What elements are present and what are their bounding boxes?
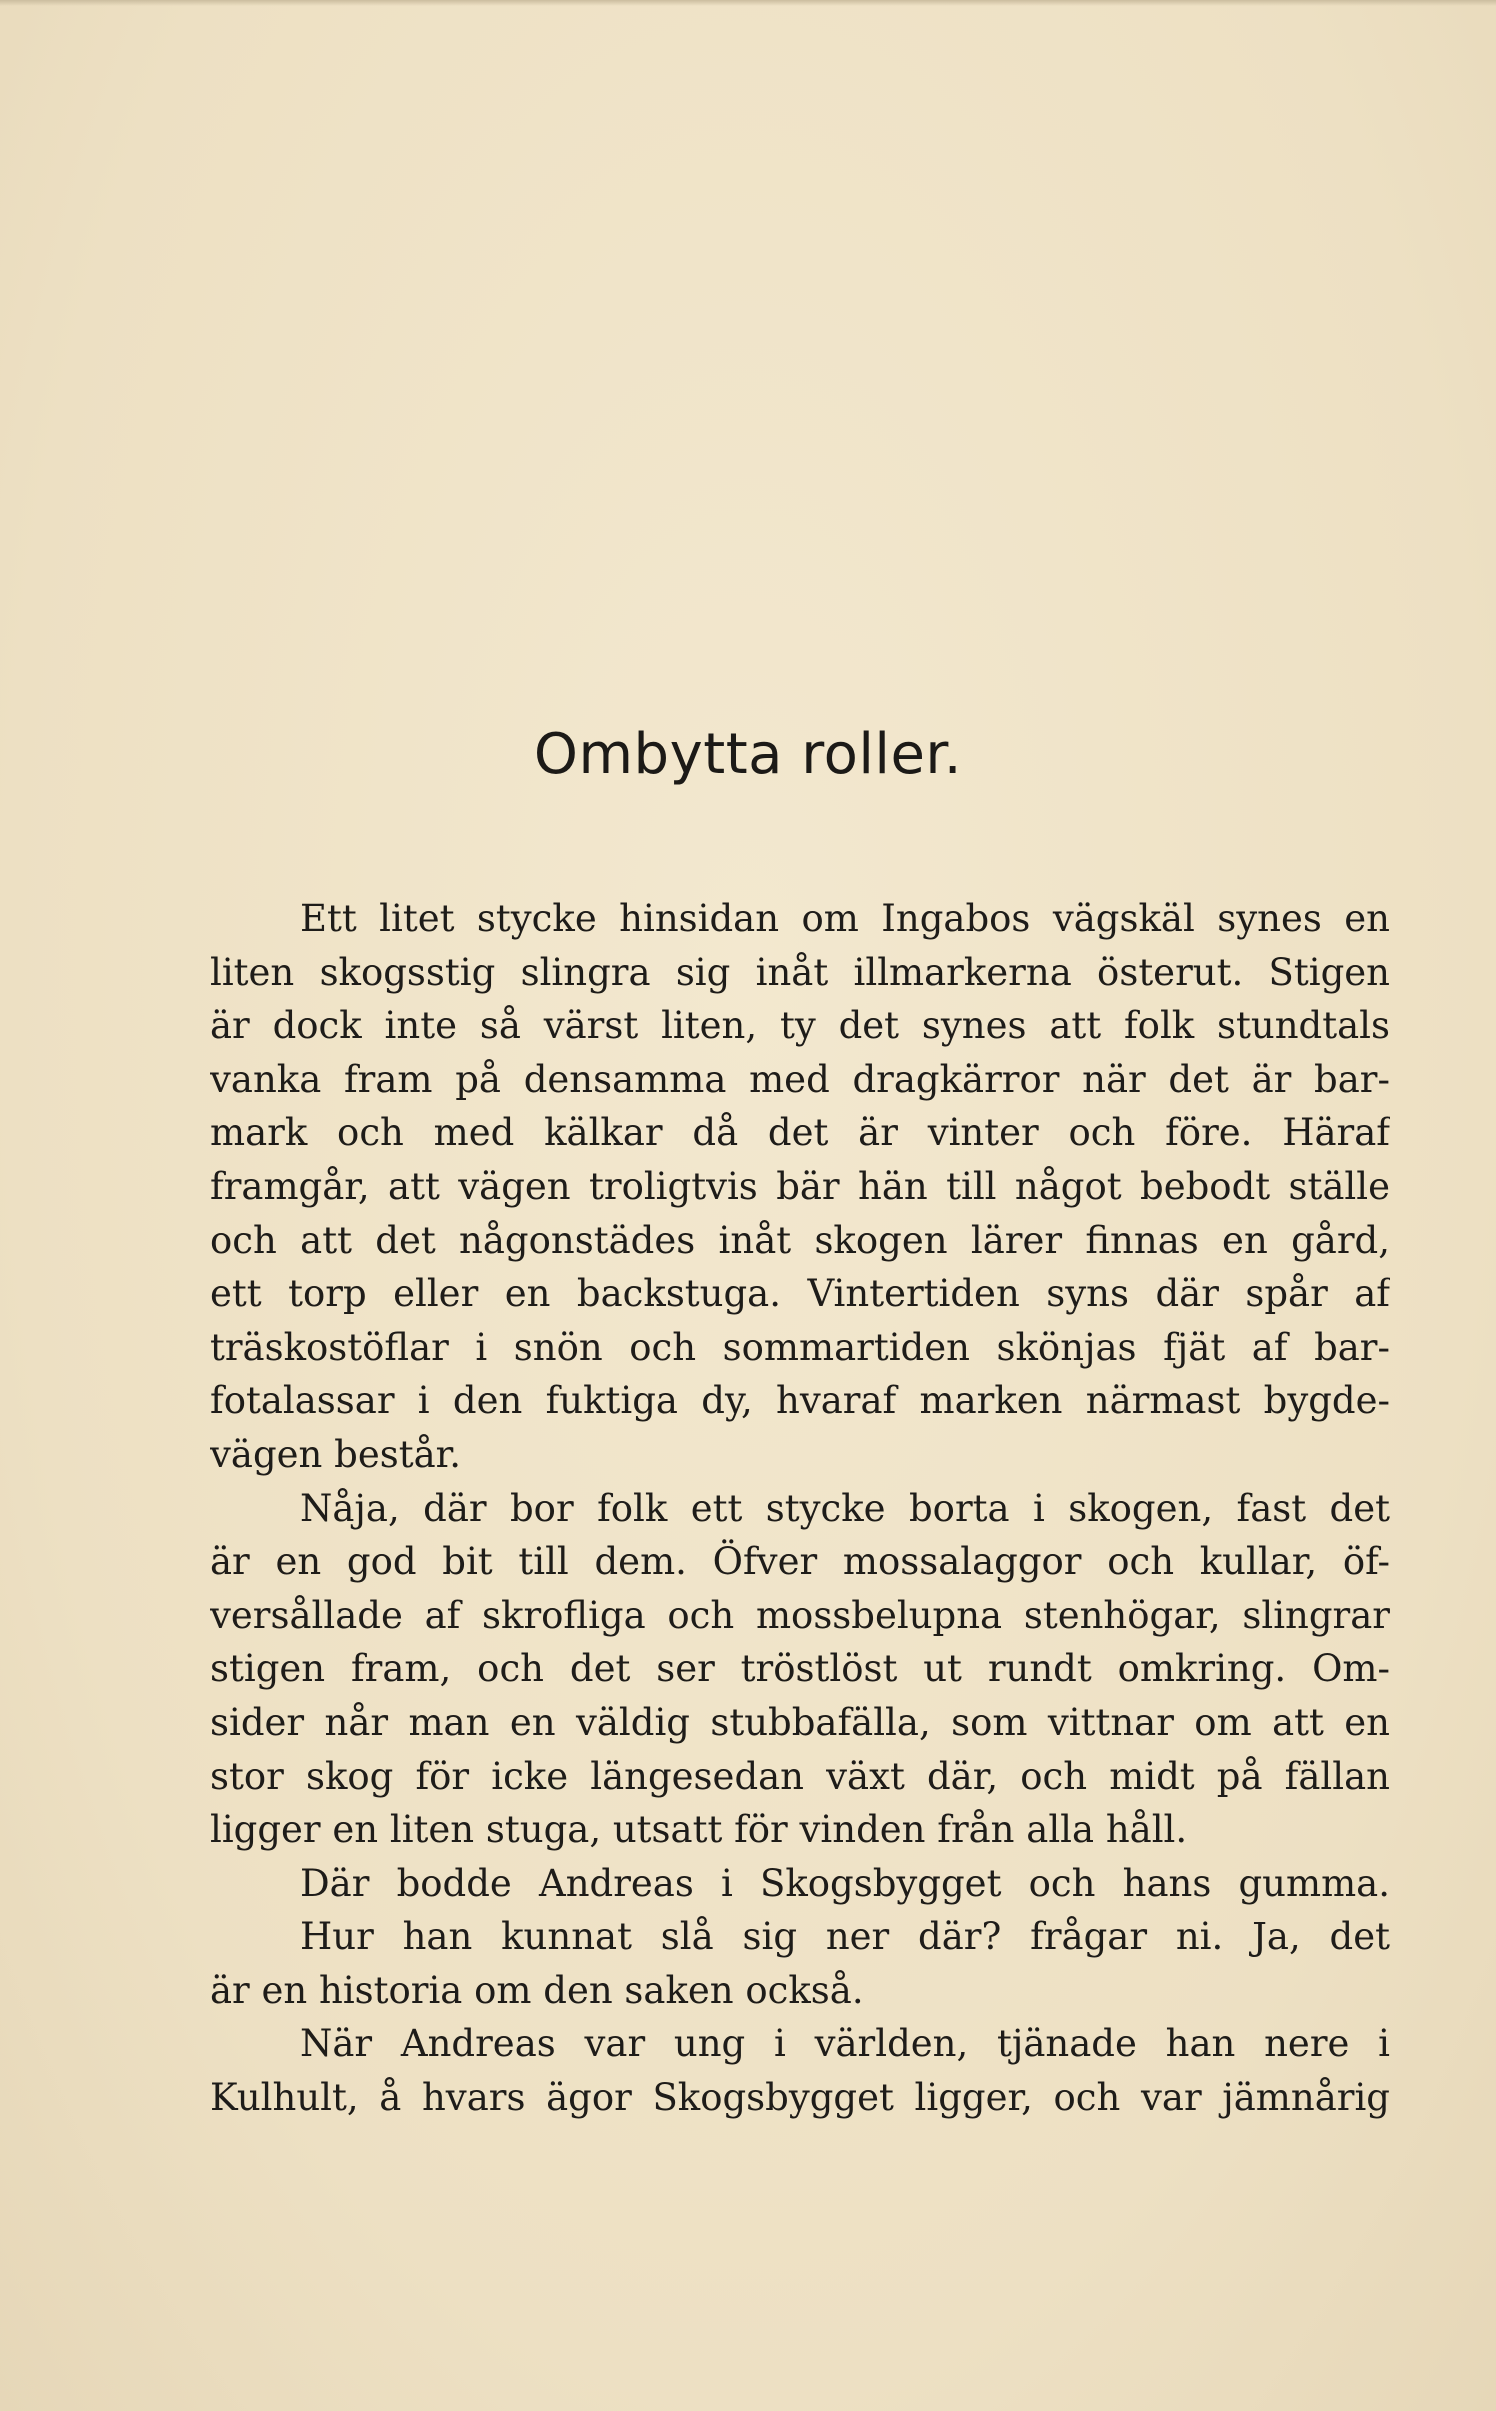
text-line: vanka fram på densamma med dragkärror när det är bar- xyxy=(210,1057,1390,1101)
text-line: vägen består. xyxy=(210,1432,462,1476)
text-line: Nåja, där bor folk ett stycke borta i skogen, fast det xyxy=(300,1486,1390,1530)
text-line: är en historia om den saken också. xyxy=(210,1968,864,2012)
text-line: mark och med kälkar då det är vinter och före. Häraf xyxy=(210,1111,1390,1155)
text-line: Hur han kunnat slå sig ner där? frågar ni. Ja, det xyxy=(300,1915,1390,1959)
body-text xyxy=(210,892,1390,2125)
page-edge xyxy=(0,0,1496,6)
text-line: stigen fram, och det ser tröstlöst ut rundt omkring. Om- xyxy=(210,1647,1390,1691)
text-line: Ett litet stycke hinsidan om Ingabos vägskäl synes en xyxy=(300,897,1390,940)
text-line: fotalassar i den fuktiga dy, hvaraf marken närmast bygde- xyxy=(210,1379,1390,1423)
text-line: Kulhult, å hvars ägor Skogsbygget ligger, och var jämnårig xyxy=(210,2076,1390,2120)
text-line: ett torp eller en backstuga. Vintertiden syns där spår af xyxy=(210,1272,1390,1316)
text-line: versållade af skrofliga och mossbelupna stenhögar, slingrar xyxy=(210,1593,1390,1637)
text-line: träskostöflar i snön och sommartiden skönjas fjät af bar- xyxy=(210,1325,1390,1369)
text-line: är dock inte så värst liten, ty det synes att folk stundtals xyxy=(210,1004,1390,1048)
text-line: Där bodde Andreas i Skogsbygget och hans gumma. xyxy=(300,1861,1390,1905)
text-line: är en god bit till dem. Öfver mossalaggor och kullar, öf- xyxy=(210,1540,1390,1584)
text-line: sider når man en väldig stubbafälla, som vittnar om att en xyxy=(210,1700,1390,1744)
chapter-title: Ombytta roller. xyxy=(533,722,963,787)
text-line: liten skogsstig slingra sig inåt illmarkerna österut. Stigen xyxy=(210,950,1390,994)
text-line: ligger en liten stuga, utsatt för vinden från alla håll. xyxy=(210,1808,1188,1852)
text-line: När Andreas var ung i världen, tjänade han nere i xyxy=(300,2022,1390,2066)
text-line: och att det någonstädes inåt skogen lärer finnas en gård, xyxy=(210,1218,1390,1262)
text-line: stor skog för icke längesedan växt där, och midt på fällan xyxy=(210,1754,1390,1798)
text-line: framgår, att vägen troligtvis bär hän till något bebodt ställe xyxy=(210,1164,1390,1208)
